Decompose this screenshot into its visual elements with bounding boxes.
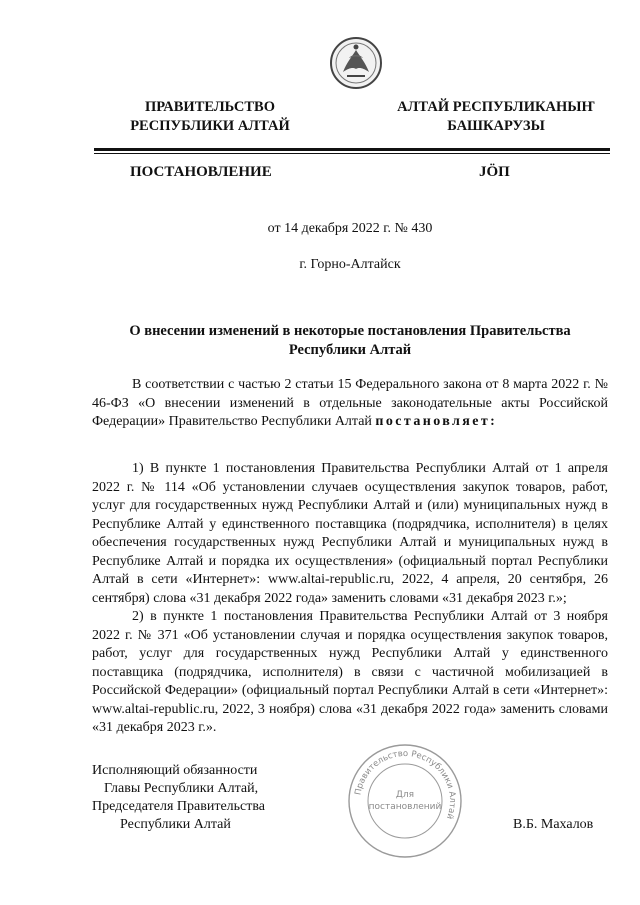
date-line: от 14 декабря 2022 г. № 430 bbox=[267, 221, 433, 236]
header-divider-thick bbox=[94, 148, 610, 151]
preamble-text: В соответствии с частью 2 статьи 15 Федерального закона от 8 марта 2022 г. № 46-ФЗ «О внесении изменений в отдельные законодательные акты Российской Федерации» Правительство Республики Алтай bbox=[92, 377, 608, 429]
stamp-center-line2: постановлений bbox=[368, 802, 442, 812]
header-right-line1: АЛТАЙ РЕСПУБЛИКАНЫҤ bbox=[397, 99, 595, 115]
stamp-center-line1: Для bbox=[395, 790, 415, 800]
item-2: 2) в пункте 1 постановления Правительства Республики Алтай от 3 ноября 2022 г. № 371 «Об установлении случая и порядка осуществления закупок товаров, работ, услуг для государственных нужд Республики Алтай у единственного поставщика (подрядчика, исполнителя) в связи с частичной мобилизацией в Российской Федерации» (официальный портал Республики Алтай в сети «Интернет»: www.altai-republic.ru, 2022, 3 ноября) слова «31 декабря 2022 года» заменить словами «31 декабря 2023 г.». bbox=[92, 609, 608, 735]
stamp-ring-text: Правительство Республики Алтай bbox=[353, 748, 458, 821]
header-right bbox=[396, 98, 596, 136]
doc-type-right: JӦП bbox=[479, 164, 510, 180]
signatory-name: В.Б. Махалов bbox=[513, 817, 594, 832]
document-title-line2: Республики Алтай bbox=[288, 342, 412, 358]
doc-type-left: ПОСТАНОВЛЕНИЕ bbox=[130, 164, 272, 180]
document-title bbox=[92, 322, 608, 360]
preamble bbox=[92, 376, 608, 432]
city: г. Горно-Алтайск bbox=[299, 257, 401, 272]
header-left-line2: РЕСПУБЛИКИ АЛТАЙ bbox=[130, 118, 290, 134]
header-divider-thin bbox=[94, 153, 610, 154]
document-title-line1: О внесении изменений в некоторые постановления Правительства bbox=[129, 323, 571, 339]
coat-of-arms-emblem bbox=[329, 36, 383, 90]
official-stamp bbox=[346, 742, 464, 860]
signature-title-line3: Председателя Правительства bbox=[92, 799, 266, 814]
signature-title-line2: Главы Республики Алтай, bbox=[104, 781, 259, 796]
header-right-line2: БАШКАРУЗЫ bbox=[447, 118, 545, 134]
signature-title-line4: Республики Алтай bbox=[120, 817, 231, 832]
item-1: 1) В пункте 1 постановления Правительства Республики Алтай от 1 апреля 2022 г. № 114 «Об установлении случаев осуществления закупок товаров, работ, услуг для государственных нужд Республики Алтай и (или) муниципальных нужд в Республике Алтай у единственного поставщика (подрядчика, исполнителя) в целях обеспечения государственных нужд Республики Алтай и муниципальных нужд в Республике Алтай и порядка их осуществления» (официальный портал Республики Алтай в сети «Интернет»: www.altai-republic.ru, 2022, 4 апреля, 20 сентября, 26 сентября) слова «31 декабря 2022 года» заменить словами «31 декабря 2023 г.»; bbox=[92, 461, 608, 606]
header-left-line1: ПРАВИТЕЛЬСТВО bbox=[145, 99, 275, 115]
preamble-verb: постановляет: bbox=[375, 414, 498, 429]
header-left bbox=[110, 98, 310, 136]
signature-title-line1: Исполняющий обязанности bbox=[92, 763, 258, 778]
